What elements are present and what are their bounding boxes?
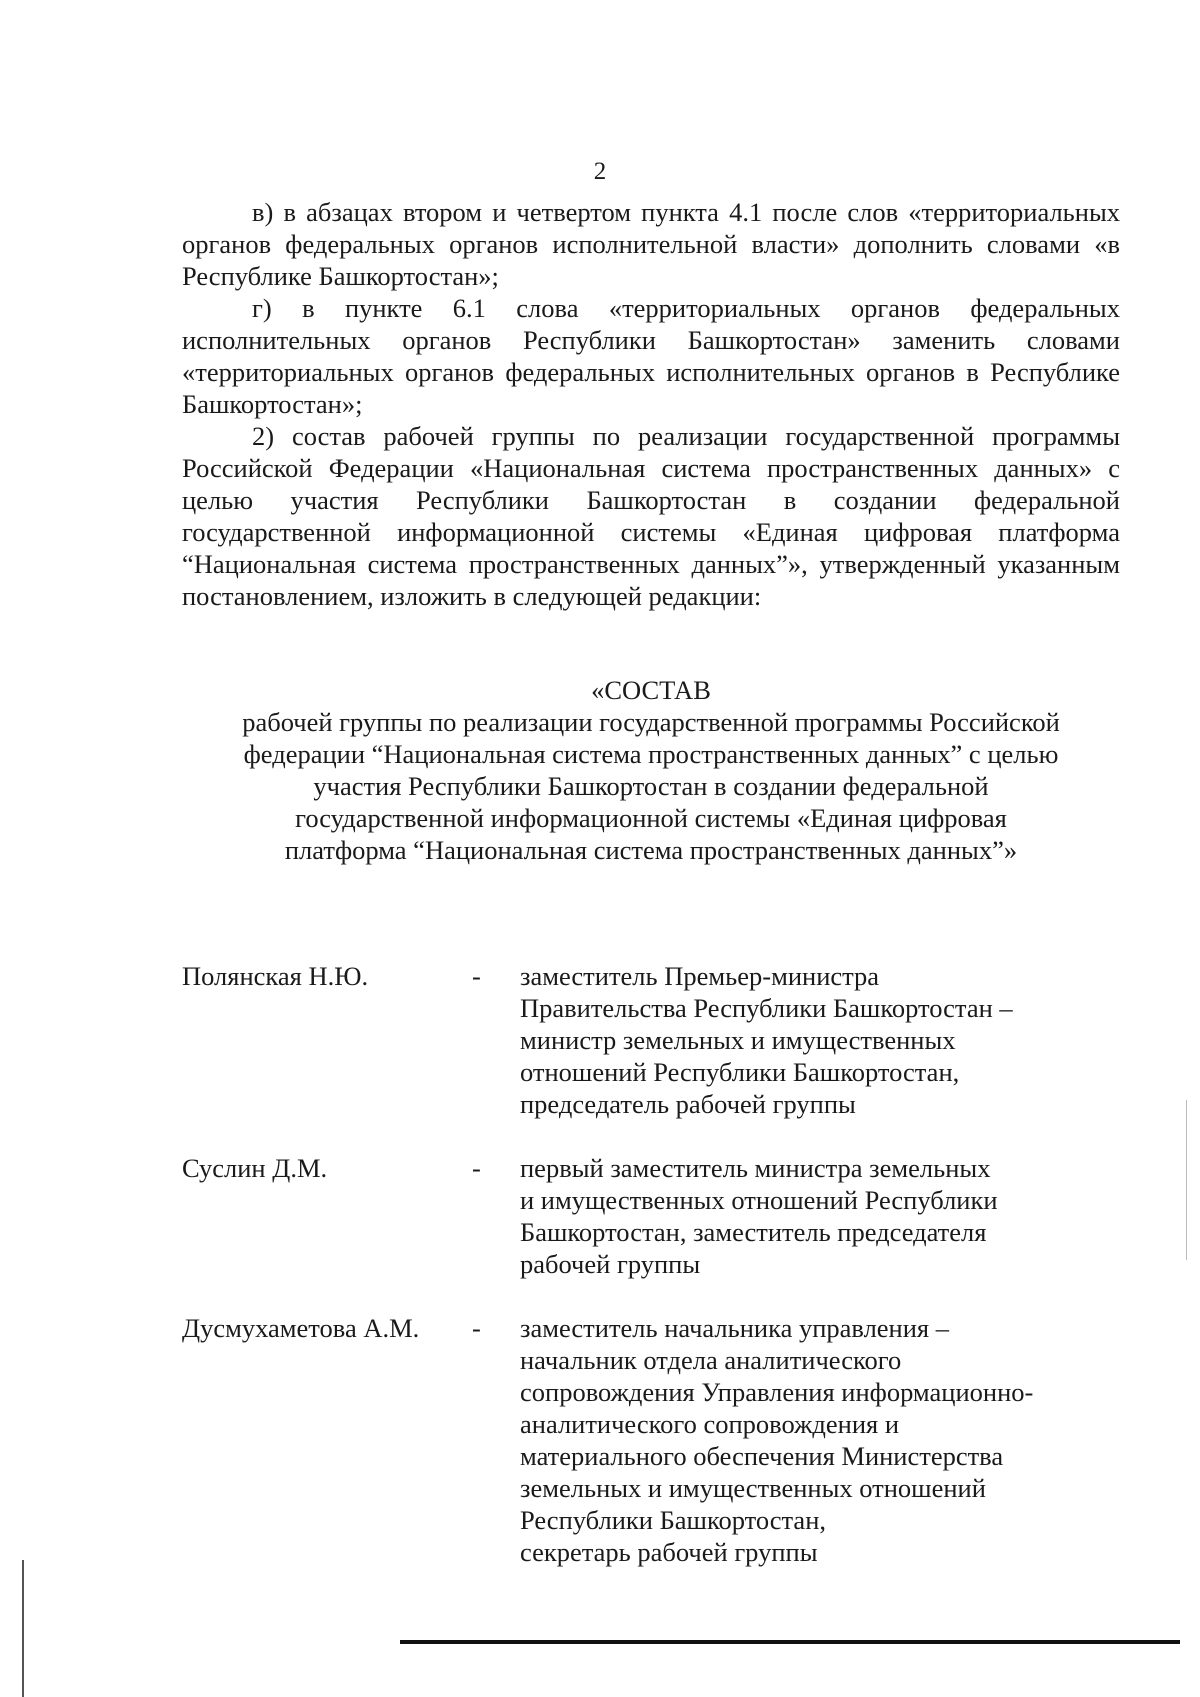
- member-row: [182, 1152, 1120, 1280]
- member-dash: -: [472, 1153, 481, 1183]
- scan-artifact-left-edge: [22, 1560, 24, 1697]
- member-name: Дусмухаметова А.М.: [182, 1313, 420, 1343]
- member-dash: -: [472, 961, 481, 991]
- scan-artifact-bottom-line: [400, 1640, 1180, 1644]
- document-body: [182, 196, 1120, 612]
- member-name: Полянская Н.Ю.: [182, 961, 369, 991]
- member-role: первый заместитель министра земельных и имущественных отношений Республики Башкортостан, заместитель председателя рабочей группы: [520, 1153, 998, 1279]
- scan-artifact-right-edge: [1186, 1100, 1187, 1260]
- member-row: [182, 1312, 1120, 1568]
- paragraph-v: в) в абзацах втором и четвертом пункта 4.1 после слов «территориальных органов федеральных органов исполнительной власти» дополнить словами «в Республике Башкортостан»;: [182, 197, 1120, 291]
- member-row: [182, 960, 1120, 1120]
- composition-title: «СОСТАВ: [591, 675, 711, 705]
- member-dash: -: [472, 1313, 481, 1343]
- composition-title-block: [182, 674, 1120, 866]
- composition-subtitle: рабочей группы по реализации государственной программы Российской федерации “Национальная система пространственных данных” с целью участия Республики Башкортостан в создании федеральной государственной информационной системы «Единая цифровая платформа “Национальная система пространственных данных”»: [242, 707, 1060, 865]
- members-list: [182, 960, 1120, 1600]
- member-name: Суслин Д.М.: [182, 1153, 328, 1183]
- paragraph-2: 2) состав рабочей группы по реализации государственной программы Российской Федерации «Национальная система пространственных данных» с целью участия Республики Башкортостан в создании федеральной государственной информационной системы «Единая цифровая платформа “Национальная система пространственных данных”», утвержденный указанным постановлением, изложить в следующей редакции:: [182, 421, 1120, 611]
- member-role: заместитель начальника управления – начальник отдела аналитического сопровождения Управления информационно- аналитического сопровождения и материального обеспечения Министерства земельных и имущественных отношений Республики Башкортостан, секретарь рабочей группы: [520, 1313, 1034, 1567]
- member-role: заместитель Премьер-министра Правительства Республики Башкортостан – министр земельных и имущественных отношений Республики Башкортостан, председатель рабочей группы: [520, 961, 1013, 1119]
- page-number: 2: [593, 158, 607, 185]
- paragraph-g: г) в пункте 6.1 слова «территориальных органов федеральных исполнительных органов Республики Башкортостан» заменить словами «территориальных органов федеральных исполнительных органов в Республике Башкортостан»;: [182, 293, 1120, 419]
